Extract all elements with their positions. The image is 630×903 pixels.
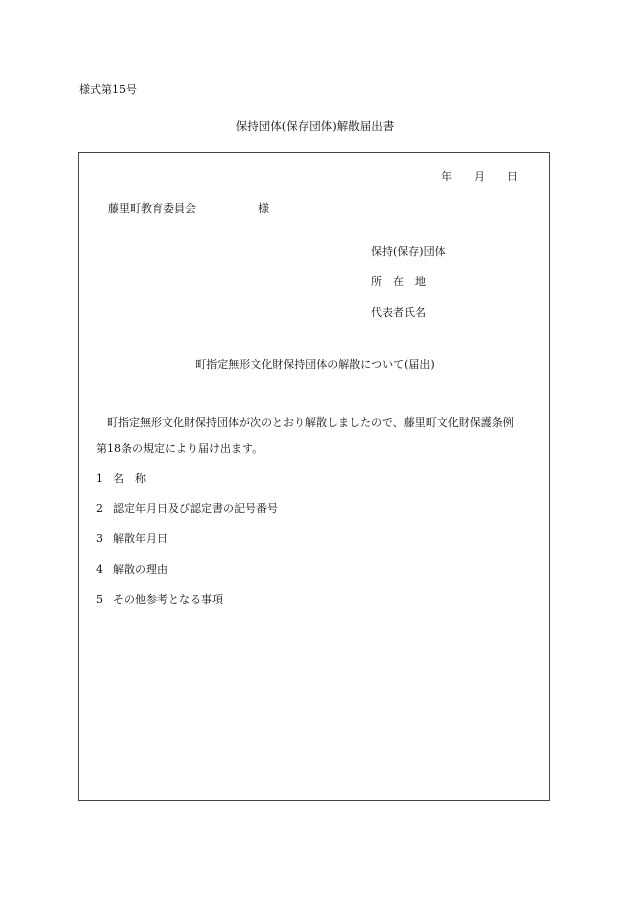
item-number: 3 bbox=[96, 532, 103, 545]
item-number: 1 bbox=[96, 472, 103, 485]
date-line bbox=[441, 171, 518, 182]
list-item bbox=[96, 503, 278, 514]
document-title: 保持団体(保存団体)解散届出書 bbox=[235, 119, 395, 133]
year-label: 年 bbox=[441, 170, 452, 183]
day-label: 日 bbox=[507, 170, 518, 183]
item-label: 解散年月日 bbox=[113, 532, 168, 545]
sender-address-label: 所 在 地 bbox=[371, 275, 426, 288]
item-label: 解散の理由 bbox=[113, 563, 168, 576]
sender-group-label: 保持(保存)団体 bbox=[371, 245, 446, 258]
list-item bbox=[96, 533, 168, 544]
list-item bbox=[96, 594, 223, 605]
form-frame bbox=[78, 152, 550, 801]
body-line-2: 第18条の規定により届け出ます。 bbox=[96, 442, 264, 455]
item-label: 名 称 bbox=[113, 472, 146, 485]
list-item bbox=[96, 473, 146, 484]
list-item bbox=[96, 564, 168, 575]
form-number: 様式第15号 bbox=[79, 83, 137, 96]
body-paragraph bbox=[96, 410, 552, 462]
body-line-1: 町指定無形文化財保持団体が次のとおり解散しましたので、藤里町文化財保護条例 bbox=[96, 416, 514, 429]
item-number: 5 bbox=[96, 593, 103, 606]
item-label: その他参考となる事項 bbox=[113, 593, 223, 606]
sender-representative-label: 代表者氏名 bbox=[371, 306, 426, 319]
addressee-honorific: 様 bbox=[258, 202, 269, 215]
item-number: 2 bbox=[96, 502, 103, 515]
item-number: 4 bbox=[96, 563, 103, 576]
addressee-name: 藤里町教育委員会 bbox=[108, 202, 196, 215]
notice-title: 町指定無形文化財保持団体の解散について(届出) bbox=[195, 358, 435, 371]
month-label: 月 bbox=[474, 170, 485, 183]
item-label: 認定年月日及び認定書の記号番号 bbox=[113, 502, 278, 515]
